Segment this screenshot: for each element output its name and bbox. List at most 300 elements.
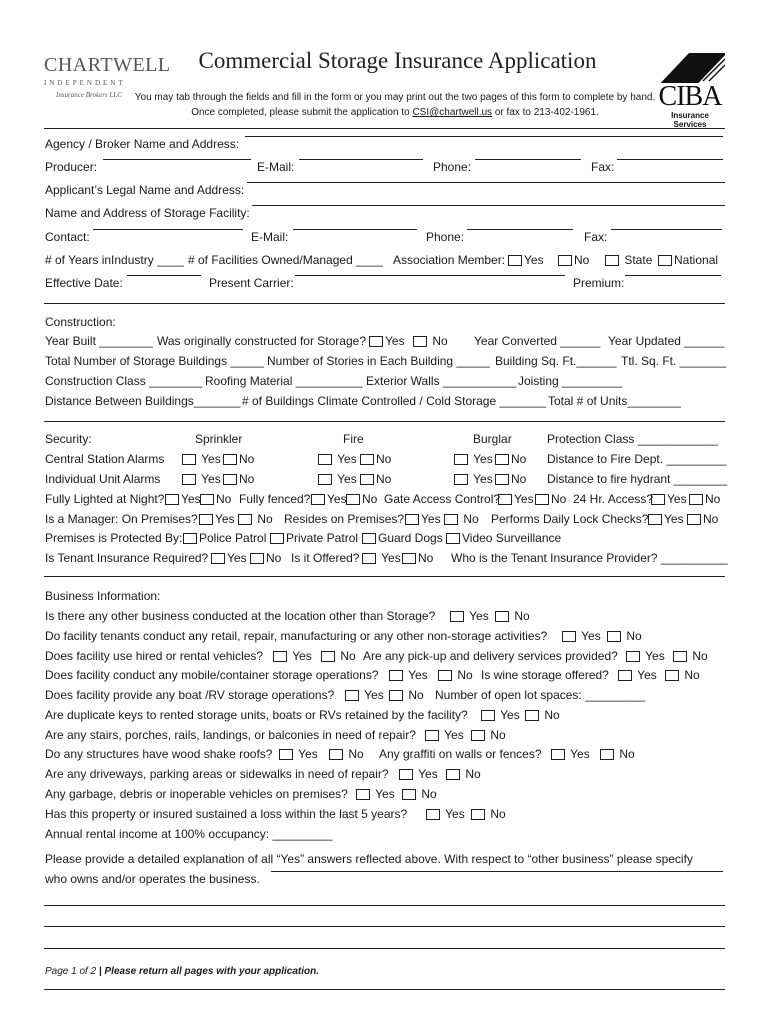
lighted-no[interactable] [200, 491, 231, 507]
checkbox[interactable] [273, 651, 287, 662]
checkbox[interactable] [165, 494, 179, 505]
no-label: No [511, 472, 527, 486]
q3b-label: Are any pick-up and delivery services provided? [363, 649, 618, 663]
q10-label: Any garbage, debris or inoperable vehicles on premises? [45, 787, 348, 801]
manager-label: Is a Manager: On Premises? [45, 512, 198, 526]
years-label: # of Years inIndustry ____ [45, 253, 184, 267]
q7-label: Are any stairs, porches, rails, landings, or balconies in need of repair? [45, 728, 416, 742]
intro-post: or fax to 213-402-1961. [492, 107, 599, 118]
page-number: Page 1 of 2 [45, 966, 97, 977]
fire-no[interactable] [360, 451, 391, 467]
checkbox[interactable] [450, 611, 464, 622]
no-label: No [574, 253, 590, 267]
checkbox[interactable] [369, 336, 383, 347]
construction-row-4 [45, 393, 725, 409]
premium-label: Premium: [573, 276, 625, 290]
fire-yes[interactable] [318, 471, 357, 487]
ciba-logo [655, 53, 725, 129]
yes-label: Yes [215, 512, 235, 526]
burglar-yes[interactable] [454, 451, 493, 467]
checkbox[interactable] [687, 514, 701, 525]
no-label: No [684, 668, 700, 682]
q6-no[interactable] [525, 707, 560, 723]
tenant-row [45, 550, 728, 566]
yes-label: Yes [181, 492, 201, 506]
yes-label: Yes [337, 452, 357, 466]
manager-no[interactable] [238, 511, 273, 527]
checkbox[interactable] [525, 710, 539, 721]
contact-label: Contact: [45, 230, 90, 244]
resides-no[interactable] [444, 511, 479, 527]
checkbox[interactable] [626, 651, 640, 662]
checkbox[interactable] [250, 553, 264, 564]
manager-row [45, 511, 725, 527]
phone-label: Phone: [433, 160, 472, 174]
yes-label: Yes [292, 649, 312, 663]
distance-between: Distance Between Buildings_______ [45, 394, 241, 408]
checkbox[interactable] [648, 514, 662, 525]
yes-label: Yes [375, 787, 395, 801]
checkbox[interactable] [495, 474, 509, 485]
checkbox[interactable] [425, 730, 439, 741]
yes-label: Yes [667, 492, 687, 506]
divider [44, 128, 725, 129]
manager-yes[interactable] [199, 511, 235, 527]
fenced-label: Fully fenced? [239, 492, 311, 506]
total-buildings: Total Number of Storage Buildings _____ [45, 354, 264, 368]
checkbox[interactable] [329, 749, 343, 760]
hr24-no[interactable] [689, 491, 720, 507]
checkbox[interactable] [360, 474, 374, 485]
private-option[interactable] [270, 530, 358, 546]
checkbox[interactable] [508, 255, 522, 266]
video-option[interactable] [446, 530, 561, 546]
checkbox[interactable] [182, 454, 196, 465]
explain-row-1 [45, 851, 725, 867]
no-label: No [348, 747, 364, 761]
climate-controlled: # of Buildings Climate Controlled / Cold Storage _______ [242, 394, 547, 408]
checkbox[interactable] [438, 670, 452, 681]
checkbox[interactable] [318, 454, 332, 465]
q11-no[interactable] [471, 806, 506, 822]
checkbox[interactable] [651, 494, 665, 505]
checkbox[interactable] [607, 631, 621, 642]
q8b-yes[interactable] [551, 746, 590, 762]
email-field[interactable] [299, 159, 423, 160]
q7-yes[interactable] [425, 727, 464, 743]
offered-yes[interactable] [362, 550, 401, 566]
joisting: Joisting _________ [518, 374, 623, 388]
agency-field[interactable] [245, 136, 723, 137]
assoc-label: Association Member: [393, 253, 506, 267]
protection-class: Protection Class ____________ [547, 432, 718, 446]
checkbox[interactable] [223, 454, 237, 465]
phone2-field[interactable] [467, 229, 573, 230]
guard-option[interactable] [362, 530, 443, 546]
producer-label: Producer: [45, 160, 98, 174]
no-label: No [216, 492, 232, 506]
q2-no[interactable] [607, 628, 642, 644]
checkbox[interactable] [558, 255, 572, 266]
checkbox[interactable] [471, 809, 485, 820]
q4-label: Does facility conduct any mobile/container storage operations? [45, 668, 379, 682]
carrier-field[interactable] [295, 275, 565, 276]
checkbox[interactable] [346, 494, 360, 505]
q11-yes[interactable] [426, 806, 465, 822]
email-link[interactable]: CSI@chartwell.us [412, 107, 493, 118]
no-label: No [376, 452, 392, 466]
no-label: No [408, 688, 424, 702]
page-footer [45, 966, 319, 977]
no-label: No [421, 787, 437, 801]
q3-no[interactable] [321, 648, 356, 664]
checkbox[interactable] [618, 670, 632, 681]
no-label: No [551, 492, 567, 506]
fenced-no[interactable] [346, 491, 377, 507]
checkbox[interactable] [321, 651, 335, 662]
checkbox[interactable] [481, 710, 495, 721]
facilities-label: # of Facilities Owned/Managed ____ [188, 253, 383, 267]
facility-row [45, 205, 725, 221]
hr24-yes[interactable] [651, 491, 687, 507]
checkbox[interactable] [362, 533, 376, 544]
fire-yes[interactable] [318, 451, 357, 467]
q6-label: Are duplicate keys to rented storage units, boats or RVs retained by the facility? [45, 708, 468, 722]
checkbox[interactable] [665, 670, 679, 681]
yes-label: Yes [408, 668, 428, 682]
q12-label: Annual rental income at 100% occupancy: _________ [45, 827, 333, 841]
sprinkler-no[interactable] [223, 451, 254, 467]
agency-row [45, 136, 725, 152]
fax-field[interactable] [617, 159, 723, 160]
checkbox[interactable] [454, 454, 468, 465]
q3b-no[interactable] [673, 648, 708, 664]
q6-row [45, 707, 725, 723]
checkbox[interactable] [211, 553, 225, 564]
q6-yes[interactable] [481, 707, 520, 723]
fenced-yes[interactable] [311, 491, 347, 507]
q12-row [45, 826, 725, 842]
q9-no[interactable] [446, 766, 481, 782]
q8b-label: Any graffiti on walls or fences? [379, 747, 542, 761]
q8-row [45, 746, 725, 762]
no-label: No [511, 452, 527, 466]
email2-label: E-Mail: [251, 230, 289, 244]
logo-line2: INDEPENDENT [44, 79, 126, 87]
q1-row [45, 608, 725, 624]
checkbox[interactable] [360, 454, 374, 465]
protected-label: Premises is Protected By: [45, 531, 183, 545]
q5b-label: Number of open lot spaces: _________ [435, 688, 646, 702]
checkbox[interactable] [182, 474, 196, 485]
checkbox[interactable] [446, 533, 460, 544]
no-label: No [432, 334, 448, 348]
resides-label: Resides on Premises? [284, 512, 405, 526]
no-label: No [692, 649, 708, 663]
central-row [45, 451, 725, 467]
divider [44, 421, 725, 422]
assoc-no[interactable] [558, 252, 589, 268]
hydrant: Distance to fire hydrant ________ [547, 472, 728, 486]
facility-label: Name and Address of Storage Facility: [45, 206, 250, 220]
yes-label: Yes [298, 747, 318, 761]
checkbox[interactable] [402, 553, 416, 564]
checkbox[interactable] [399, 769, 413, 780]
checkbox[interactable] [673, 651, 687, 662]
yes-label: Yes [664, 512, 684, 526]
checkbox[interactable] [200, 494, 214, 505]
no-label: No [705, 492, 721, 506]
effective-row [45, 275, 725, 291]
effective-field[interactable] [127, 275, 201, 276]
premium-field[interactable] [625, 275, 721, 276]
checkbox[interactable] [356, 789, 370, 800]
national-label: National [674, 253, 719, 267]
ttl-sqft: Ttl. Sq. Ft. _______ [621, 354, 727, 368]
explain-field-3[interactable] [44, 926, 725, 927]
q10-yes[interactable] [356, 786, 395, 802]
q9-label: Are any driveways, parking areas or sidewalks in need of repair? [45, 767, 389, 781]
logo-line3: Insurance Brokers LLC [56, 91, 122, 99]
security-heading: Security: [45, 432, 92, 446]
checkbox[interactable] [389, 670, 403, 681]
gate-no[interactable] [535, 491, 566, 507]
construction-row-3 [45, 373, 725, 389]
bldg-sqft: Building Sq. Ft.______ [495, 354, 617, 368]
checkbox[interactable] [238, 514, 252, 525]
yes-label: Yes [444, 728, 464, 742]
phone2-label: Phone: [426, 230, 465, 244]
business-heading-row [45, 588, 725, 604]
logo-brand: CHARTWELL [44, 54, 171, 76]
originally-no[interactable] [413, 333, 448, 349]
lighted-row [45, 491, 725, 507]
tenant-no[interactable] [250, 550, 281, 566]
fax2-field[interactable] [611, 229, 722, 230]
year-converted: Year Converted ______ [474, 334, 601, 348]
no-label: No [619, 747, 635, 761]
police-option[interactable] [183, 530, 266, 546]
q3-row [45, 648, 725, 664]
checkbox[interactable] [495, 454, 509, 465]
gate-label: Gate Access Control? [384, 492, 501, 506]
exterior-walls: Exterior Walls ___________ [366, 374, 517, 388]
checkbox[interactable] [454, 474, 468, 485]
total-units: Total # of Units________ [548, 394, 681, 408]
construction-class: Construction Class ________ [45, 374, 203, 388]
checkbox[interactable] [405, 514, 419, 525]
yes-label: Yes [201, 452, 221, 466]
ciba-logo-sub: Insurance Services [671, 111, 709, 129]
phone-field[interactable] [475, 159, 581, 160]
hr24-label: 24 Hr. Access? [573, 492, 654, 506]
checkbox[interactable] [535, 494, 549, 505]
q2-label: Do facility tenants conduct any retail, repair, manufacturing or any other non-storage activities? [45, 629, 548, 643]
effective-label: Effective Date: [45, 276, 123, 290]
checkbox[interactable] [444, 514, 458, 525]
yes-label: Yes [364, 688, 384, 702]
checkbox[interactable] [311, 494, 325, 505]
yes-label: Yes [227, 551, 247, 565]
q9-row [45, 766, 725, 782]
tenant-req-label: Is Tenant Insurance Required? [45, 551, 209, 565]
checkbox[interactable] [562, 631, 576, 642]
checkbox[interactable] [446, 769, 460, 780]
q8-label: Do any structures have wood shake roofs? [45, 747, 273, 761]
fire-dept: Distance to Fire Dept. _________ [547, 452, 727, 466]
q10-no[interactable] [402, 786, 437, 802]
tenant-yes[interactable] [211, 550, 247, 566]
intro-line-2 [130, 105, 660, 120]
q9-yes[interactable] [399, 766, 438, 782]
contact-row [45, 229, 725, 245]
checkbox[interactable] [270, 533, 284, 544]
sprinkler-yes[interactable] [182, 471, 221, 487]
no-label: No [457, 668, 473, 682]
q1-label: Is there any other business conducted at the location other than Storage? [45, 609, 436, 623]
checkbox[interactable] [223, 474, 237, 485]
no-label: No [239, 472, 255, 486]
explain-field-4[interactable] [44, 948, 725, 949]
no-label: No [362, 492, 378, 506]
col-sprinkler: Sprinkler [195, 432, 243, 446]
lighted-yes[interactable] [165, 491, 201, 507]
construction-row-1 [45, 333, 725, 349]
agency-label: Agency / Broker Name and Address: [45, 137, 240, 151]
no-label: No [626, 629, 642, 643]
checkbox[interactable] [605, 255, 619, 266]
q2-yes[interactable] [562, 628, 601, 644]
contact-field[interactable] [93, 229, 243, 230]
q7-no[interactable] [471, 727, 506, 743]
assoc-yes[interactable] [508, 252, 544, 268]
q4-yes[interactable] [389, 667, 428, 683]
burglar-no[interactable] [495, 451, 526, 467]
q3-yes[interactable] [273, 648, 312, 664]
gate-yes[interactable] [498, 491, 534, 507]
construction-heading-row [45, 314, 725, 330]
carrier-label: Present Carrier: [209, 276, 294, 290]
yes-label: Yes [385, 334, 405, 348]
state-label: State [624, 253, 653, 267]
checkbox[interactable] [318, 474, 332, 485]
burglar-no[interactable] [495, 471, 526, 487]
no-label: No [490, 728, 506, 742]
divider [44, 576, 725, 577]
checkbox[interactable] [345, 690, 359, 701]
checkbox[interactable] [199, 514, 213, 525]
explain-line-1: Please provide a detailed explanation of all “Yes” answers reflected above. With respect to “other business” please specify [45, 852, 693, 866]
checkbox[interactable] [413, 336, 427, 347]
q7-row [45, 727, 725, 743]
email-label: E-Mail: [257, 160, 295, 174]
no-label: No [544, 708, 560, 722]
burglar-yes[interactable] [454, 471, 493, 487]
yes-label: Yes [473, 472, 493, 486]
assoc-national[interactable] [658, 252, 718, 268]
q4-no[interactable] [438, 667, 473, 683]
q3-label: Does facility use hired or rental vehicles? [45, 649, 264, 663]
checkbox[interactable] [471, 730, 485, 741]
q1-yes[interactable] [450, 608, 489, 624]
q8b-no[interactable] [600, 746, 635, 762]
yes-label: Yes [327, 492, 347, 506]
yes-label: Yes [469, 609, 489, 623]
lockchecks-yes[interactable] [648, 511, 684, 527]
checkbox[interactable] [389, 690, 403, 701]
q5-row [45, 687, 725, 703]
lockchecks-no[interactable] [687, 511, 718, 527]
explain-field-2[interactable] [44, 905, 725, 906]
yes-label: Yes [645, 649, 665, 663]
producer-field[interactable] [103, 159, 251, 160]
q1-no[interactable] [495, 608, 530, 624]
q4b-no[interactable] [665, 667, 700, 683]
protected-row [45, 530, 725, 546]
divider [44, 989, 725, 990]
footer-separator: | [96, 966, 105, 977]
sprinkler-yes[interactable] [182, 451, 221, 467]
originally-yes[interactable] [369, 333, 405, 349]
yes-label: Yes [418, 767, 438, 781]
no-label: No [465, 767, 481, 781]
fax-label: Fax: [591, 160, 615, 174]
checkbox[interactable] [279, 749, 293, 760]
checkbox[interactable] [495, 611, 509, 622]
fire-no[interactable] [360, 471, 391, 487]
offered-no[interactable] [402, 550, 433, 566]
intro-text [130, 90, 660, 120]
checkbox[interactable] [183, 533, 197, 544]
checkbox[interactable] [551, 749, 565, 760]
guard-label: Guard Dogs [378, 531, 443, 545]
checkbox[interactable] [658, 255, 672, 266]
q3b-yes[interactable] [626, 648, 665, 664]
facility-field[interactable] [252, 205, 725, 206]
q4b-yes[interactable] [618, 667, 657, 683]
no-label: No [463, 512, 479, 526]
assoc-state[interactable] [605, 252, 652, 268]
checkbox[interactable] [426, 809, 440, 820]
checkbox[interactable] [498, 494, 512, 505]
q2-row [45, 628, 725, 644]
q8-no[interactable] [329, 746, 364, 762]
yes-label: Yes [570, 747, 590, 761]
checkbox[interactable] [689, 494, 703, 505]
originally-label: Was originally constructed for Storage? [157, 334, 366, 348]
q5-no[interactable] [389, 687, 424, 703]
sprinkler-no[interactable] [223, 471, 254, 487]
explain-field-1[interactable] [271, 871, 723, 872]
email2-field[interactable] [293, 229, 417, 230]
intro-pre: Once completed, please submit the application to [191, 107, 413, 118]
checkbox[interactable] [600, 749, 614, 760]
yes-label: Yes [514, 492, 534, 506]
q5-yes[interactable] [345, 687, 384, 703]
checkbox[interactable] [362, 553, 376, 564]
yes-label: Yes [500, 708, 520, 722]
no-label: No [257, 512, 273, 526]
no-label: No [239, 452, 255, 466]
central-label: Central Station Alarms [45, 452, 165, 466]
resides-yes[interactable] [405, 511, 441, 527]
applicant-field[interactable] [247, 182, 725, 183]
ciba-logo-text: CIBA [658, 81, 722, 112]
checkbox[interactable] [402, 789, 416, 800]
q5-label: Does facility provide any boat /RV storage operations? [45, 688, 335, 702]
yes-label: Yes [201, 472, 221, 486]
q8-yes[interactable] [279, 746, 318, 762]
